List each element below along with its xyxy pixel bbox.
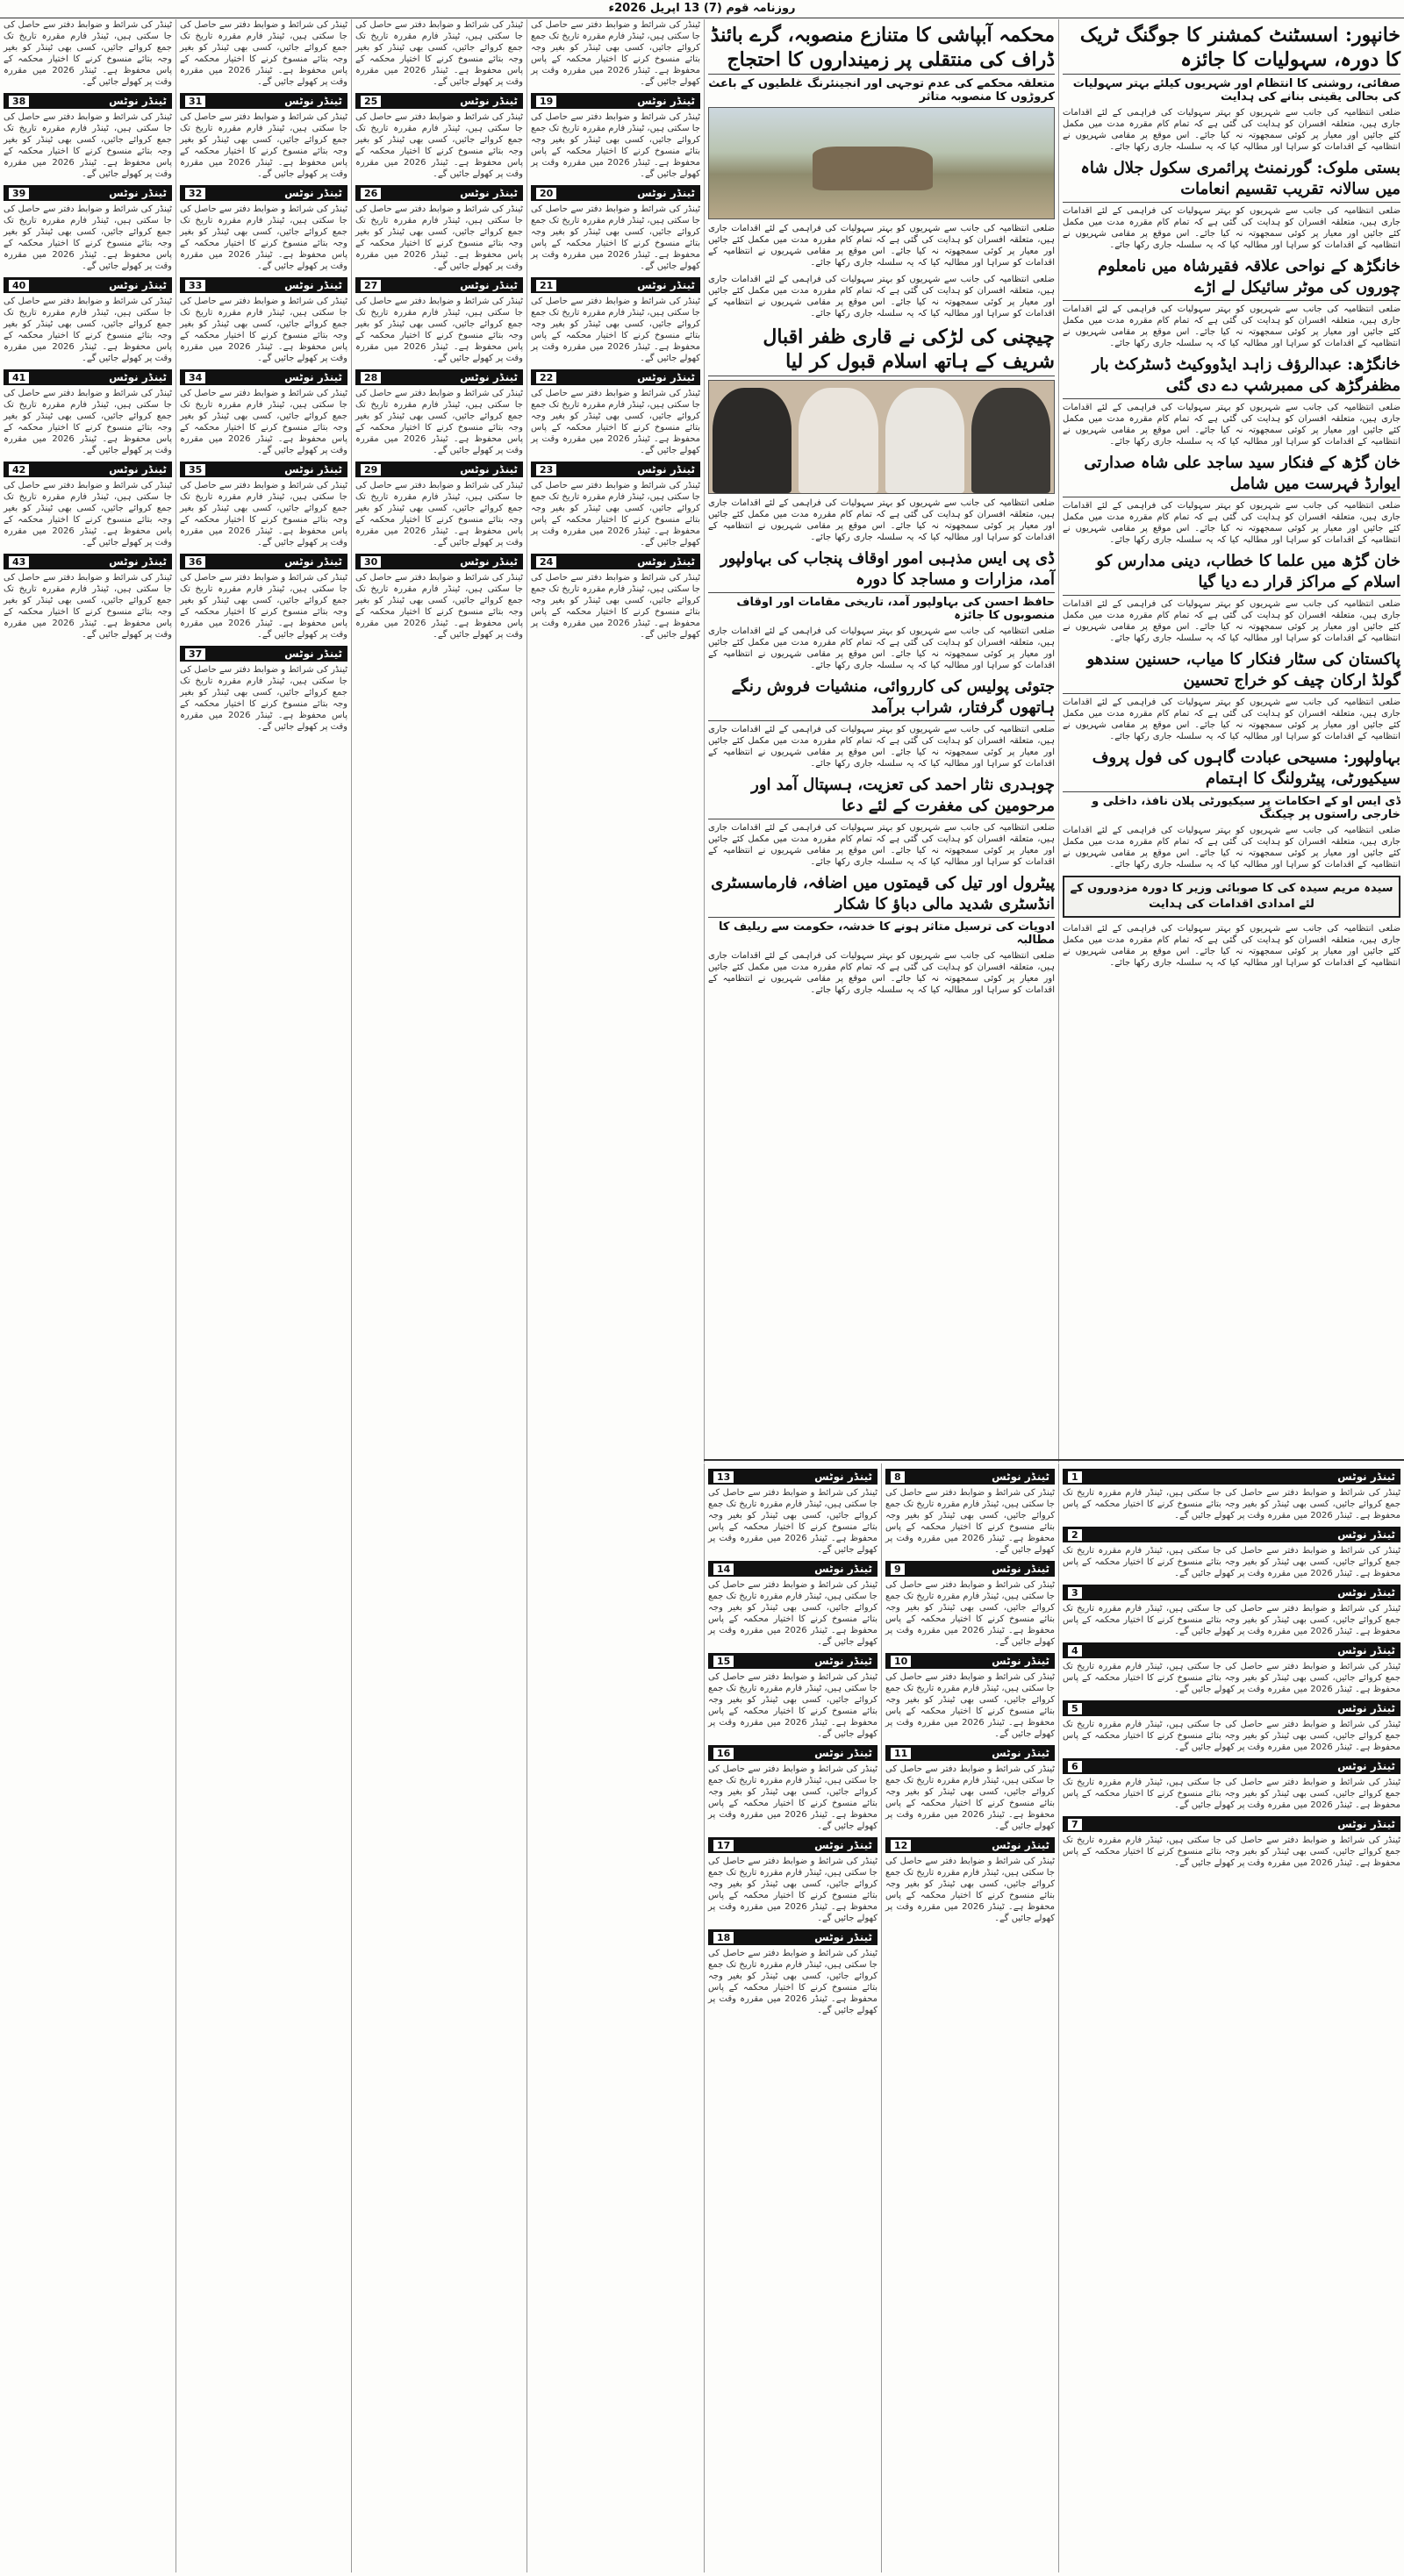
subheadline-facilities: صفائی، روشنی کا انتظام اور شہریوں کیلئے بہتر سہولیات کی بحالی یقینی بنانے کی ہدایت <box>1072 77 1400 104</box>
subheadline-pharma: ادویات کی ترسیل متاثر ہونے کا خدشہ، حکومت سے ریلیف کا مطالبہ <box>719 920 1055 947</box>
tender-header: ٹینڈر نوٹس 11 <box>885 1745 1055 1761</box>
headline-conversion: چیچنی کی لڑکی نے قاری ظفر اقبال شریف کے ہاتھ اسلام قبول کر لیا <box>708 325 1055 376</box>
classified-column-1 <box>526 19 704 2572</box>
story-body: ضلعی انتظامیہ کی جانب سے شہریوں کو بہتر سہولیات کی فراہمی کے لئے اقدامات جاری ہیں، متعلقہ افسران کو ہدایت کی گئی ہے کہ تمام کام مقررہ مدت میں مکمل کئے جائیں اور معیار پر کوئی سمجھوتہ نہ کیا جائے۔ اس موقع پر مقامی شہریوں نے انتظامیہ کے اقدامات کو سراہا اور مطالبہ کیا کہ یہ سلسلہ جاری رکھا جائے۔ <box>1063 599 1400 643</box>
ad-text: ٹینڈر کی شرائط و ضوابط دفتر سے حاصل کی جا سکتی ہیں، ٹینڈر فارم مقررہ تاریخ تک جمع کروائے جائیں، کسی بھی ٹینڈر کو بغیر وجہ بتائے منسوخ کرنے کا اختیار محکمہ کے پاس محفوظ ہے۔ ٹینڈر 2026 میں مقررہ وقت پر کھولے جائیں گے۔ <box>4 204 173 271</box>
ad-text: ٹینڈر کی شرائط و ضوابط دفتر سے حاصل کی جا سکتی ہیں، ٹینڈر فارم مقررہ تاریخ تک جمع کروائے جائیں، کسی بھی ٹینڈر کو بغیر وجہ بتائے منسوخ کرنے کا اختیار محکمہ کے پاس محفوظ ہے۔ ٹینڈر 2026 میں مقررہ وقت پر کھولے جائیں گے۔ <box>531 389 701 455</box>
tender-header: ٹینڈر نوٹس 32 <box>180 185 347 201</box>
ad-text: ٹینڈر کی شرائط و ضوابط دفتر سے حاصل کی جا سکتی ہیں، ٹینڈر فارم مقررہ تاریخ تک جمع کروائے جائیں، کسی بھی ٹینڈر کو بغیر وجہ بتائے منسوخ کرنے کا اختیار محکمہ کے پاس محفوظ ہے۔ ٹینڈر 2026 میں مقررہ وقت پر کھولے جائیں گے۔ <box>885 1580 1056 1647</box>
tender-header: ٹینڈر نوٹس 13 <box>708 1469 878 1485</box>
ad-text: ٹینڈر کی شرائط و ضوابط دفتر سے حاصل کی جا سکتی ہیں، ٹینڈر فارم مقررہ تاریخ تک جمع کروائے جائیں، کسی بھی ٹینڈر کو بغیر وجہ بتائے منسوخ کرنے کا اختیار محکمہ کے پاس محفوظ ہے۔ ٹینڈر 2026 میں مقررہ وقت پر کھولے جائیں گے۔ <box>1063 1720 1400 1752</box>
tender-header: ٹینڈر نوٹس 35 <box>180 462 347 477</box>
tender-header: ٹینڈر نوٹس 2 <box>1063 1527 1400 1542</box>
classified-column-3 <box>176 19 351 2572</box>
tender-header: ٹینڈر نوٹس 41 <box>4 369 172 385</box>
tender-header: ٹینڈر نوٹس 39 <box>4 185 172 201</box>
news-column-middle <box>704 19 1058 1463</box>
tender-header: ٹینڈر نوٹس 34 <box>180 369 347 385</box>
ad-text: ٹینڈر کی شرائط و ضوابط دفتر سے حاصل کی جا سکتی ہیں، ٹینڈر فارم مقررہ تاریخ تک جمع کروائے جائیں، کسی بھی ٹینڈر کو بغیر وجہ بتائے منسوخ کرنے کا اختیار محکمہ کے پاس محفوظ ہے۔ ٹینڈر 2026 میں مقررہ وقت پر کھولے جائیں گے۔ <box>1063 1778 1400 1810</box>
story-body: ضلعی انتظامیہ کی جانب سے شہریوں کو بہتر سہولیات کی فراہمی کے لئے اقدامات جاری ہیں، متعلقہ افسران کو ہدایت کی گئی ہے کہ تمام کام مقررہ مدت میں مکمل کئے جائیں اور معیار پر کوئی سمجھوتہ نہ کیا جائے۔ اس موقع پر مقامی شہریوں نے انتظامیہ کے اقدامات کو سراہا اور مطالبہ کیا کہ یہ سلسلہ جاری رکھا جائے۔ <box>708 725 1055 769</box>
ad-text: ٹینڈر کی شرائط و ضوابط دفتر سے حاصل کی جا سکتی ہیں، ٹینڈر فارم مقررہ تاریخ تک جمع کروائے جائیں، کسی بھی ٹینڈر کو بغیر وجہ بتائے منسوخ کرنے کا اختیار محکمہ کے پاس محفوظ ہے۔ ٹینڈر 2026 میں مقررہ وقت پر کھولے جائیں گے۔ <box>355 20 524 87</box>
tender-header: ٹینڈر نوٹس 15 <box>708 1653 878 1669</box>
headline-petrol-pharma: پیٹرول اور تیل کی قیمتوں میں اضافہ، فارماسسٹری انڈسٹری شدید مالی دباؤ کا شکار <box>708 873 1055 918</box>
masthead: روزنامہ قوم (7) 13 اپریل 2026ء <box>0 0 1404 18</box>
classified-column-4 <box>0 19 176 2572</box>
ad-text: ٹینڈر کی شرائط و ضوابط دفتر سے حاصل کی جا سکتی ہیں، ٹینڈر فارم مقررہ تاریخ تک جمع کروائے جائیں، کسی بھی ٹینڈر کو بغیر وجہ بتائے منسوخ کرنے کا اختیار محکمہ کے پاس محفوظ ہے۔ ٹینڈر 2026 میں مقررہ وقت پر کھولے جائیں گے۔ <box>4 389 173 455</box>
ad-text: ٹینڈر کی شرائط و ضوابط دفتر سے حاصل کی جا سکتی ہیں، ٹینڈر فارم مقررہ تاریخ تک جمع کروائے جائیں، کسی بھی ٹینڈر کو بغیر وجہ بتائے منسوخ کرنے کا اختیار محکمہ کے پاس محفوظ ہے۔ ٹینڈر 2026 میں مقررہ وقت پر کھولے جائیں گے۔ <box>180 20 348 87</box>
tender-header: ٹینڈر نوٹس 20 <box>531 185 700 201</box>
ad-text: ٹینڈر کی شرائط و ضوابط دفتر سے حاصل کی جا سکتی ہیں، ٹینڈر فارم مقررہ تاریخ تک جمع کروائے جائیں، کسی بھی ٹینڈر کو بغیر وجہ بتائے منسوخ کرنے کا اختیار محکمہ کے پاس محفوظ ہے۔ ٹینڈر 2026 میں مقررہ وقت پر کھولے جائیں گے۔ <box>708 1488 878 1555</box>
ad-text: ٹینڈر کی شرائط و ضوابط دفتر سے حاصل کی جا سکتی ہیں، ٹینڈر فارم مقررہ تاریخ تک جمع کروائے جائیں، کسی بھی ٹینڈر کو بغیر وجہ بتائے منسوخ کرنے کا اختیار محکمہ کے پاس محفوظ ہے۔ ٹینڈر 2026 میں مقررہ وقت پر کھولے جائیں گے۔ <box>355 481 524 547</box>
headline-ac-jogging-track: خانپور: اسسٹنٹ کمشنر کا جوگنگ ٹریک کا دورہ، سہولیات کا جائزہ <box>1063 23 1400 75</box>
tender-column-3 <box>704 1463 881 2572</box>
tender-header: ٹینڈر نوٹس 28 <box>355 369 523 385</box>
headline-condolence: چوہدری نثار احمد کی تعزیت، ہسپتال آمد اور مرحومین کی مغفرت کے لئے دعا <box>708 775 1055 819</box>
ad-text: ٹینڈر کی شرائط و ضوابط دفتر سے حاصل کی جا سکتی ہیں، ٹینڈر فارم مقررہ تاریخ تک جمع کروائے جائیں، کسی بھی ٹینڈر کو بغیر وجہ بتائے منسوخ کرنے کا اختیار محکمہ کے پاس محفوظ ہے۔ ٹینڈر 2026 میں مقررہ وقت پر کھولے جائیں گے۔ <box>355 573 524 640</box>
story-body: ضلعی انتظامیہ کی جانب سے شہریوں کو بہتر سہولیات کی فراہمی کے لئے اقدامات جاری ہیں، متعلقہ افسران کو ہدایت کی گئی ہے کہ تمام کام مقررہ مدت میں مکمل کئے جائیں اور معیار پر کوئی سمجھوتہ نہ کیا جائے۔ اس موقع پر مقامی شہریوں نے انتظامیہ کے اقدامات کو سراہا اور مطالبہ کیا کہ یہ سلسلہ جاری رکھا جائے۔ <box>1063 698 1400 741</box>
ad-text: ٹینڈر کی شرائط و ضوابط دفتر سے حاصل کی جا سکتی ہیں، ٹینڈر فارم مقررہ تاریخ تک جمع کروائے جائیں، کسی بھی ٹینڈر کو بغیر وجہ بتائے منسوخ کرنے کا اختیار محکمہ کے پاس محفوظ ہے۔ ٹینڈر 2026 میں مقررہ وقت پر کھولے جائیں گے۔ <box>1063 1546 1400 1578</box>
photo-person <box>971 388 1050 493</box>
photo-canal-site <box>708 107 1055 219</box>
tender-header: ٹینڈر نوٹس 7 <box>1063 1816 1400 1832</box>
tender-header: ٹینڈر نوٹس 18 <box>708 1929 878 1945</box>
headline-church-security: بہاولپور: مسیحی عبادت گاہوں کی فول پروف سیکیورٹی، پیٹرولنگ کا اہتمام <box>1063 748 1400 792</box>
photo-person <box>799 388 878 493</box>
ad-text: ٹینڈر کی شرائط و ضوابط دفتر سے حاصل کی جا سکتی ہیں، ٹینڈر فارم مقررہ تاریخ تک جمع کروائے جائیں، کسی بھی ٹینڈر کو بغیر وجہ بتائے منسوخ کرنے کا اختیار محکمہ کے پاس محفوظ ہے۔ ٹینڈر 2026 میں مقررہ وقت پر کھولے جائیں گے۔ <box>355 204 524 271</box>
headline-irrigation-protest: محکمہ آبپاشی کا متنازع منصوبہ، گرے بائنڈ ڈراف کی منتقلی پر زمینداروں کا احتجاج <box>708 23 1055 75</box>
ad-text: ٹینڈر کی شرائط و ضوابط دفتر سے حاصل کی جا سکتی ہیں، ٹینڈر فارم مقررہ تاریخ تک جمع کروائے جائیں، کسی بھی ٹینڈر کو بغیر وجہ بتائے منسوخ کرنے کا اختیار محکمہ کے پاس محفوظ ہے۔ ٹینڈر 2026 میں مقررہ وقت پر کھولے جائیں گے۔ <box>180 573 348 640</box>
tender-header: ٹینڈر نوٹس 1 <box>1063 1469 1400 1485</box>
story-body: ضلعی انتظامیہ کی جانب سے شہریوں کو بہتر سہولیات کی فراہمی کے لئے اقدامات جاری ہیں، متعلقہ افسران کو ہدایت کی گئی ہے کہ تمام کام مقررہ مدت میں مکمل کئے جائیں اور معیار پر کوئی سمجھوتہ نہ کیا جائے۔ اس موقع پر مقامی شہریوں نے انتظامیہ کے اقدامات کو سراہا اور مطالبہ کیا کہ یہ سلسلہ جاری رکھا جائے۔ <box>708 626 1055 670</box>
tender-header: ٹینڈر نوٹس 4 <box>1063 1642 1400 1658</box>
ad-text: ٹینڈر کی شرائط و ضوابط دفتر سے حاصل کی جا سکتی ہیں، ٹینڈر فارم مقررہ تاریخ تک جمع کروائے جائیں، کسی بھی ٹینڈر کو بغیر وجہ بتائے منسوخ کرنے کا اختیار محکمہ کے پاس محفوظ ہے۔ ٹینڈر 2026 میں مقررہ وقت پر کھولے جائیں گے۔ <box>4 297 173 363</box>
tender-header: ٹینڈر نوٹس 31 <box>180 93 347 109</box>
ad-text: ٹینڈر کی شرائط و ضوابط دفتر سے حاصل کی جا سکتی ہیں، ٹینڈر فارم مقررہ تاریخ تک جمع کروائے جائیں، کسی بھی ٹینڈر کو بغیر وجہ بتائے منسوخ کرنے کا اختیار محکمہ کے پاس محفوظ ہے۔ ٹینڈر 2026 میں مقررہ وقت پر کھولے جائیں گے۔ <box>4 481 173 547</box>
headline-artist-award: خان گڑھ کے فنکار سید ساجد علی شاہ صدارتی ایوارڈ فہرست میں شامل <box>1063 453 1400 497</box>
tender-column-2 <box>881 1463 1058 2572</box>
tender-header: ٹینڈر نوٹس 23 <box>531 462 700 477</box>
ad-text: ٹینڈر کی شرائط و ضوابط دفتر سے حاصل کی جا سکتی ہیں، ٹینڈر فارم مقررہ تاریخ تک جمع کروائے جائیں، کسی بھی ٹینڈر کو بغیر وجہ بتائے منسوخ کرنے کا اختیار محکمہ کے پاس محفوظ ہے۔ ٹینڈر 2026 میں مقررہ وقت پر کھولے جائیں گے۔ <box>708 1580 878 1647</box>
ad-text: ٹینڈر کی شرائط و ضوابط دفتر سے حاصل کی جا سکتی ہیں، ٹینڈر فارم مقررہ تاریخ تک جمع کروائے جائیں، کسی بھی ٹینڈر کو بغیر وجہ بتائے منسوخ کرنے کا اختیار محکمہ کے پاس محفوظ ہے۔ ٹینڈر 2026 میں مقررہ وقت پر کھولے جائیں گے۔ <box>1063 1662 1400 1694</box>
ad-text: ٹینڈر کی شرائط و ضوابط دفتر سے حاصل کی جا سکتی ہیں، ٹینڈر فارم مقررہ تاریخ تک جمع کروائے جائیں، کسی بھی ٹینڈر کو بغیر وجہ بتائے منسوخ کرنے کا اختیار محکمہ کے پاس محفوظ ہے۔ ٹینڈر 2026 میں مقررہ وقت پر کھولے جائیں گے۔ <box>4 573 173 640</box>
ad-text: ٹینڈر کی شرائط و ضوابط دفتر سے حاصل کی جا سکتی ہیں، ٹینڈر فارم مقررہ تاریخ تک جمع کروائے جائیں، کسی بھی ٹینڈر کو بغیر وجہ بتائے منسوخ کرنے کا اختیار محکمہ کے پاس محفوظ ہے۔ ٹینڈر 2026 میں مقررہ وقت پر کھولے جائیں گے۔ <box>885 1857 1056 1923</box>
tender-header: ٹینڈر نوٹس 40 <box>4 277 172 293</box>
story-body: ضلعی انتظامیہ کی جانب سے شہریوں کو بہتر سہولیات کی فراہمی کے لئے اقدامات جاری ہیں، متعلقہ افسران کو ہدایت کی گئی ہے کہ تمام کام مقررہ مدت میں مکمل کئے جائیں اور معیار پر کوئی سمجھوتہ نہ کیا جائے۔ اس موقع پر مقامی شہریوں نے انتظامیہ کے اقدامات کو سراہا اور مطالبہ کیا کہ یہ سلسلہ جاری رکھا جائے۔ <box>1063 206 1400 250</box>
photo-group <box>708 380 1055 494</box>
ad-text: ٹینڈر کی شرائط و ضوابط دفتر سے حاصل کی جا سکتی ہیں، ٹینڈر فارم مقررہ تاریخ تک جمع کروائے جائیں، کسی بھی ٹینڈر کو بغیر وجہ بتائے منسوخ کرنے کا اختیار محکمہ کے پاس محفوظ ہے۔ ٹینڈر 2026 میں مقررہ وقت پر کھولے جائیں گے۔ <box>180 204 348 271</box>
ad-text: ٹینڈر کی شرائط و ضوابط دفتر سے حاصل کی جا سکتی ہیں، ٹینڈر فارم مقررہ تاریخ تک جمع کروائے جائیں، کسی بھی ٹینڈر کو بغیر وجہ بتائے منسوخ کرنے کا اختیار محکمہ کے پاس محفوظ ہے۔ ٹینڈر 2026 میں مقررہ وقت پر کھولے جائیں گے۔ <box>885 1672 1056 1739</box>
ad-text: ٹینڈر کی شرائط و ضوابط دفتر سے حاصل کی جا سکتی ہیں، ٹینڈر فارم مقررہ تاریخ تک جمع کروائے جائیں، کسی بھی ٹینڈر کو بغیر وجہ بتائے منسوخ کرنے کا اختیار محکمہ کے پاس محفوظ ہے۔ ٹینڈر 2026 میں مقررہ وقت پر کھولے جائیں گے۔ <box>180 297 348 363</box>
tender-header: ٹینڈر نوٹس 30 <box>355 554 523 569</box>
ad-text: ٹینڈر کی شرائط و ضوابط دفتر سے حاصل کی جا سکتی ہیں، ٹینڈر فارم مقررہ تاریخ تک جمع کروائے جائیں، کسی بھی ٹینڈر کو بغیر وجہ بتائے منسوخ کرنے کا اختیار محکمہ کے پاس محفوظ ہے۔ ٹینڈر 2026 میں مقررہ وقت پر کھولے جائیں گے۔ <box>531 481 701 547</box>
ad-text: ٹینڈر کی شرائط و ضوابط دفتر سے حاصل کی جا سکتی ہیں، ٹینڈر فارم مقررہ تاریخ تک جمع کروائے جائیں، کسی بھی ٹینڈر کو بغیر وجہ بتائے منسوخ کرنے کا اختیار محکمہ کے پاس محفوظ ہے۔ ٹینڈر 2026 میں مقررہ وقت پر کھولے جائیں گے۔ <box>1063 1604 1400 1636</box>
tender-header: ٹینڈر نوٹس 10 <box>885 1653 1055 1669</box>
story-body: ضلعی انتظامیہ کی جانب سے شہریوں کو بہتر سہولیات کی فراہمی کے لئے اقدامات جاری ہیں، متعلقہ افسران کو ہدایت کی گئی ہے کہ تمام کام مقررہ مدت میں مکمل کئے جائیں اور معیار پر کوئی سمجھوتہ نہ کیا جائے۔ اس موقع پر مقامی شہریوں نے انتظامیہ کے اقدامات کو سراہا اور مطالبہ کیا کہ یہ سلسلہ جاری رکھا جائے۔ <box>1063 501 1400 545</box>
ad-text: ٹینڈر کی شرائط و ضوابط دفتر سے حاصل کی جا سکتی ہیں، ٹینڈر فارم مقررہ تاریخ تک جمع کروائے جائیں، کسی بھی ٹینڈر کو بغیر وجہ بتائے منسوخ کرنے کا اختیار محکمہ کے پاس محفوظ ہے۔ ٹینڈر 2026 میں مقررہ وقت پر کھولے جائیں گے۔ <box>708 1857 878 1923</box>
ad-text: ٹینڈر کی شرائط و ضوابط دفتر سے حاصل کی جا سکتی ہیں، ٹینڈر فارم مقررہ تاریخ تک جمع کروائے جائیں، کسی بھی ٹینڈر کو بغیر وجہ بتائے منسوخ کرنے کا اختیار محکمہ کے پاس محفوظ ہے۔ ٹینڈر 2026 میں مقررہ وقت پر کھولے جائیں گے۔ <box>531 20 701 87</box>
subheadline-irrigation: متعلقہ محکمے کی عدم توجہی اور انجینئرنگ غلطیوں کے باعث کروڑوں کا منصوبہ متاثر <box>708 77 1055 104</box>
tender-header: ٹینڈر نوٹس 37 <box>180 646 347 662</box>
ad-text: ٹینڈر کی شرائط و ضوابط دفتر سے حاصل کی جا سکتی ہیں، ٹینڈر فارم مقررہ تاریخ تک جمع کروائے جائیں، کسی بھی ٹینڈر کو بغیر وجہ بتائے منسوخ کرنے کا اختیار محکمہ کے پاس محفوظ ہے۔ ٹینڈر 2026 میں مقررہ وقت پر کھولے جائیں گے۔ <box>885 1764 1056 1831</box>
tender-header: ٹینڈر نوٹس 3 <box>1063 1585 1400 1600</box>
headline-police-raid: جتوئی پولیس کی کارروائی، منشیات فروش رنگے ہاتھوں گرفتار، شراب برآمد <box>708 676 1055 721</box>
ad-text: ٹینڈر کی شرائط و ضوابط دفتر سے حاصل کی جا سکتی ہیں، ٹینڈر فارم مقررہ تاریخ تک جمع کروائے جائیں، کسی بھی ٹینڈر کو بغیر وجہ بتائے منسوخ کرنے کا اختیار محکمہ کے پاس محفوظ ہے۔ ٹینڈر 2026 میں مقررہ وقت پر کھولے جائیں گے۔ <box>4 20 173 87</box>
ad-text: ٹینڈر کی شرائط و ضوابط دفتر سے حاصل کی جا سکتی ہیں، ٹینڈر فارم مقررہ تاریخ تک جمع کروائے جائیں، کسی بھی ٹینڈر کو بغیر وجہ بتائے منسوخ کرنے کا اختیار محکمہ کے پاس محفوظ ہے۔ ٹینڈر 2026 میں مقررہ وقت پر کھولے جائیں گے۔ <box>708 1949 878 2015</box>
classified-column-2 <box>351 19 526 2572</box>
ad-text: ٹینڈر کی شرائط و ضوابط دفتر سے حاصل کی جا سکتی ہیں، ٹینڈر فارم مقررہ تاریخ تک جمع کروائے جائیں، کسی بھی ٹینڈر کو بغیر وجہ بتائے منسوخ کرنے کا اختیار محکمہ کے پاس محفوظ ہے۔ ٹینڈر 2026 میں مقررہ وقت پر کھولے جائیں گے۔ <box>4 112 173 179</box>
ad-text: ٹینڈر کی شرائط و ضوابط دفتر سے حاصل کی جا سکتی ہیں، ٹینڈر فارم مقررہ تاریخ تک جمع کروائے جائیں، کسی بھی ٹینڈر کو بغیر وجہ بتائے منسوخ کرنے کا اختیار محکمہ کے پاس محفوظ ہے۔ ٹینڈر 2026 میں مقررہ وقت پر کھولے جائیں گے۔ <box>180 665 348 732</box>
story-body: ضلعی انتظامیہ کی جانب سے شہریوں کو بہتر سہولیات کی فراہمی کے لئے اقدامات جاری ہیں، متعلقہ افسران کو ہدایت کی گئی ہے کہ تمام کام مقررہ مدت میں مکمل کئے جائیں اور معیار پر کوئی سمجھوتہ نہ کیا جائے۔ اس موقع پر مقامی شہریوں نے انتظامیہ کے اقدامات کو سراہا اور مطالبہ کیا کہ یہ سلسلہ جاری رکھا جائے۔ <box>1063 108 1400 152</box>
story-body: ضلعی انتظامیہ کی جانب سے شہریوں کو بہتر سہولیات کی فراہمی کے لئے اقدامات جاری ہیں، متعلقہ افسران کو ہدایت کی گئی ہے کہ تمام کام مقررہ مدت میں مکمل کئے جائیں اور معیار پر کوئی سمجھوتہ نہ کیا جائے۔ اس موقع پر مقامی شہریوں نے انتظامیہ کے اقدامات کو سراہا اور مطالبہ کیا کہ یہ سلسلہ جاری رکھا جائے۔ <box>708 823 1055 867</box>
story-body: ضلعی انتظامیہ کی جانب سے شہریوں کو بہتر سہولیات کی فراہمی کے لئے اقدامات جاری ہیں، متعلقہ افسران کو ہدایت کی گئی ہے کہ تمام کام مقررہ مدت میں مکمل کئے جائیں اور معیار پر کوئی سمجھوتہ نہ کیا جائے۔ اس موقع پر مقامی شہریوں نے انتظامیہ کے اقدامات کو سراہا اور مطالبہ کیا کہ یہ سلسلہ جاری رکھا جائے۔ <box>708 275 1055 318</box>
tender-header: ٹینڈر نوٹس 24 <box>531 554 700 569</box>
tender-header: ٹینڈر نوٹس 43 <box>4 554 172 569</box>
subheadline-security-plan: ڈی ایس او کے احکامات پر سیکیورٹی پلان نافذ، داخلی و خارجی راستوں پر چیکنگ <box>1092 795 1400 821</box>
tender-header: ٹینڈر نوٹس 9 <box>885 1561 1055 1577</box>
tender-header: ٹینڈر نوٹس 6 <box>1063 1758 1400 1774</box>
section-divider <box>704 1459 1404 1461</box>
ad-text: ٹینڈر کی شرائط و ضوابط دفتر سے حاصل کی جا سکتی ہیں، ٹینڈر فارم مقررہ تاریخ تک جمع کروائے جائیں، کسی بھی ٹینڈر کو بغیر وجہ بتائے منسوخ کرنے کا اختیار محکمہ کے پاس محفوظ ہے۔ ٹینڈر 2026 میں مقررہ وقت پر کھولے جائیں گے۔ <box>180 389 348 455</box>
tender-header: ٹینڈر نوٹس 8 <box>885 1469 1055 1485</box>
tender-header: ٹینڈر نوٹس 14 <box>708 1561 878 1577</box>
headline-auqaf-visit: ڈی پی ایس مذہبی امور اوقاف پنجاب کی بہاولپور آمد، مزارات و مساجد کا دورہ <box>708 548 1055 593</box>
tender-column-1 <box>1058 1463 1404 2572</box>
story-body: ضلعی انتظامیہ کی جانب سے شہریوں کو بہتر سہولیات کی فراہمی کے لئے اقدامات جاری ہیں، متعلقہ افسران کو ہدایت کی گئی ہے کہ تمام کام مقررہ مدت میں مکمل کئے جائیں اور معیار پر کوئی سمجھوتہ نہ کیا جائے۔ اس موقع پر مقامی شہریوں نے انتظامیہ کے اقدامات کو سراہا اور مطالبہ کیا کہ یہ سلسلہ جاری رکھا جائے۔ <box>708 498 1055 542</box>
ad-text: ٹینڈر کی شرائط و ضوابط دفتر سے حاصل کی جا سکتی ہیں، ٹینڈر فارم مقررہ تاریخ تک جمع کروائے جائیں، کسی بھی ٹینڈر کو بغیر وجہ بتائے منسوخ کرنے کا اختیار محکمہ کے پاس محفوظ ہے۔ ٹینڈر 2026 میں مقررہ وقت پر کھولے جائیں گے۔ <box>355 112 524 179</box>
story-body: ضلعی انتظامیہ کی جانب سے شہریوں کو بہتر سہولیات کی فراہمی کے لئے اقدامات جاری ہیں، متعلقہ افسران کو ہدایت کی گئی ہے کہ تمام کام مقررہ مدت میں مکمل کئے جائیں اور معیار پر کوئی سمجھوتہ نہ کیا جائے۔ اس موقع پر مقامی شہریوں نے انتظامیہ کے اقدامات کو سراہا اور مطالبہ کیا کہ یہ سلسلہ جاری رکھا جائے۔ <box>708 951 1055 995</box>
tender-header: ٹینڈر نوٹس 19 <box>531 93 700 109</box>
tender-header: ٹینڈر نوٹس 16 <box>708 1745 878 1761</box>
ad-text: ٹینڈر کی شرائط و ضوابط دفتر سے حاصل کی جا سکتی ہیں، ٹینڈر فارم مقررہ تاریخ تک جمع کروائے جائیں، کسی بھی ٹینڈر کو بغیر وجہ بتائے منسوخ کرنے کا اختیار محکمہ کے پاس محفوظ ہے۔ ٹینڈر 2026 میں مقررہ وقت پر کھولے جائیں گے۔ <box>885 1488 1056 1555</box>
boxed-announcement: سیدہ مریم سیدہ کی کا صوبائی وزیر کا دورہ مزدوروں کے لئے امدادی اقدامات کی ہدایت <box>1063 876 1400 918</box>
tender-header: ٹینڈر نوٹس 26 <box>355 185 523 201</box>
tender-header: ٹینڈر نوٹس 29 <box>355 462 523 477</box>
tender-header: ٹینڈر نوٹس 12 <box>885 1837 1055 1853</box>
ad-text: ٹینڈر کی شرائط و ضوابط دفتر سے حاصل کی جا سکتی ہیں، ٹینڈر فارم مقررہ تاریخ تک جمع کروائے جائیں، کسی بھی ٹینڈر کو بغیر وجہ بتائے منسوخ کرنے کا اختیار محکمہ کے پاس محفوظ ہے۔ ٹینڈر 2026 میں مقررہ وقت پر کھولے جائیں گے۔ <box>355 389 524 455</box>
ad-text: ٹینڈر کی شرائط و ضوابط دفتر سے حاصل کی جا سکتی ہیں، ٹینڈر فارم مقررہ تاریخ تک جمع کروائے جائیں، کسی بھی ٹینڈر کو بغیر وجہ بتائے منسوخ کرنے کا اختیار محکمہ کے پاس محفوظ ہے۔ ٹینڈر 2026 میں مقررہ وقت پر کھولے جائیں گے۔ <box>531 112 701 179</box>
ad-text: ٹینڈر کی شرائط و ضوابط دفتر سے حاصل کی جا سکتی ہیں، ٹینڈر فارم مقررہ تاریخ تک جمع کروائے جائیں، کسی بھی ٹینڈر کو بغیر وجہ بتائے منسوخ کرنے کا اختیار محکمہ کے پاس محفوظ ہے۔ ٹینڈر 2026 میں مقررہ وقت پر کھولے جائیں گے۔ <box>531 573 701 640</box>
tender-header: ٹینڈر نوٹس 38 <box>4 93 172 109</box>
tender-header: ٹینڈر نوٹس 42 <box>4 462 172 477</box>
ad-text: ٹینڈر کی شرائط و ضوابط دفتر سے حاصل کی جا سکتی ہیں، ٹینڈر فارم مقررہ تاریخ تک جمع کروائے جائیں، کسی بھی ٹینڈر کو بغیر وجہ بتائے منسوخ کرنے کا اختیار محکمہ کے پاس محفوظ ہے۔ ٹینڈر 2026 میں مقررہ وقت پر کھولے جائیں گے۔ <box>180 112 348 179</box>
ad-text: ٹینڈر کی شرائط و ضوابط دفتر سے حاصل کی جا سکتی ہیں، ٹینڈر فارم مقررہ تاریخ تک جمع کروائے جائیں، کسی بھی ٹینڈر کو بغیر وجہ بتائے منسوخ کرنے کا اختیار محکمہ کے پاس محفوظ ہے۔ ٹینڈر 2026 میں مقررہ وقت پر کھولے جائیں گے۔ <box>708 1764 878 1831</box>
headline-bar-membership: خانگڑھ: عبدالرؤف زاہد ایڈووکیٹ ڈسٹرکٹ بار مظفرگڑھ کی ممبرشپ دے دی گئی <box>1063 354 1400 399</box>
tender-header: ٹینڈر نوٹس 25 <box>355 93 523 109</box>
tender-header: ٹینڈر نوٹس 17 <box>708 1837 878 1853</box>
subheadline-auqaf: حافظ احسن کی بہاولپور آمد، تاریخی مقامات اور اوقاف منصوبوں کا جائزہ <box>736 596 1055 622</box>
headline-ulema-address: خان گڑھ میں علما کا خطاب، دینی مدارس کو اسلام کے مراکز قرار دے دیا گیا <box>1063 551 1400 596</box>
tender-header: ٹینڈر نوٹس 5 <box>1063 1700 1400 1716</box>
photo-person <box>885 388 964 493</box>
ad-text: ٹینڈر کی شرائط و ضوابط دفتر سے حاصل کی جا سکتی ہیں، ٹینڈر فارم مقررہ تاریخ تک جمع کروائے جائیں، کسی بھی ٹینڈر کو بغیر وجہ بتائے منسوخ کرنے کا اختیار محکمہ کے پاس محفوظ ہے۔ ٹینڈر 2026 میں مقررہ وقت پر کھولے جائیں گے۔ <box>531 204 701 271</box>
ad-text: ٹینڈر کی شرائط و ضوابط دفتر سے حاصل کی جا سکتی ہیں، ٹینڈر فارم مقررہ تاریخ تک جمع کروائے جائیں، کسی بھی ٹینڈر کو بغیر وجہ بتائے منسوخ کرنے کا اختیار محکمہ کے پاس محفوظ ہے۔ ٹینڈر 2026 میں مقررہ وقت پر کھولے جائیں گے۔ <box>1063 1488 1400 1521</box>
ad-text: ٹینڈر کی شرائط و ضوابط دفتر سے حاصل کی جا سکتی ہیں، ٹینڈر فارم مقررہ تاریخ تک جمع کروائے جائیں، کسی بھی ٹینڈر کو بغیر وجہ بتائے منسوخ کرنے کا اختیار محکمہ کے پاس محفوظ ہے۔ ٹینڈر 2026 میں مقررہ وقت پر کھولے جائیں گے۔ <box>708 1672 878 1739</box>
tender-header: ٹینڈر نوٹس 36 <box>180 554 347 569</box>
ad-text: ٹینڈر کی شرائط و ضوابط دفتر سے حاصل کی جا سکتی ہیں، ٹینڈر فارم مقررہ تاریخ تک جمع کروائے جائیں، کسی بھی ٹینڈر کو بغیر وجہ بتائے منسوخ کرنے کا اختیار محکمہ کے پاس محفوظ ہے۔ ٹینڈر 2026 میں مقررہ وقت پر کھولے جائیں گے۔ <box>180 481 348 547</box>
headline-star-artist: پاکستان کی سٹار فنکار کا میاب، حسنین سندھو گولڈ ارکان چیف کو خراج تحسین <box>1063 649 1400 694</box>
tender-header: ٹینڈر نوٹس 27 <box>355 277 523 293</box>
tender-header: ٹینڈر نوٹس 21 <box>531 277 700 293</box>
photo-person <box>713 388 792 493</box>
story-body: ضلعی انتظامیہ کی جانب سے شہریوں کو بہتر سہولیات کی فراہمی کے لئے اقدامات جاری ہیں، متعلقہ افسران کو ہدایت کی گئی ہے کہ تمام کام مقررہ مدت میں مکمل کئے جائیں اور معیار پر کوئی سمجھوتہ نہ کیا جائے۔ اس موقع پر مقامی شہریوں نے انتظامیہ کے اقدامات کو سراہا اور مطالبہ کیا کہ یہ سلسلہ جاری رکھا جائے۔ <box>708 224 1055 268</box>
ad-text: ٹینڈر کی شرائط و ضوابط دفتر سے حاصل کی جا سکتی ہیں، ٹینڈر فارم مقررہ تاریخ تک جمع کروائے جائیں، کسی بھی ٹینڈر کو بغیر وجہ بتائے منسوخ کرنے کا اختیار محکمہ کے پاس محفوظ ہے۔ ٹینڈر 2026 میں مقررہ وقت پر کھولے جائیں گے۔ <box>531 297 701 363</box>
ad-text: ٹینڈر کی شرائط و ضوابط دفتر سے حاصل کی جا سکتی ہیں، ٹینڈر فارم مقررہ تاریخ تک جمع کروائے جائیں، کسی بھی ٹینڈر کو بغیر وجہ بتائے منسوخ کرنے کا اختیار محکمہ کے پاس محفوظ ہے۔ ٹینڈر 2026 میں مقررہ وقت پر کھولے جائیں گے۔ <box>355 297 524 363</box>
story-body: ضلعی انتظامیہ کی جانب سے شہریوں کو بہتر سہولیات کی فراہمی کے لئے اقدامات جاری ہیں، متعلقہ افسران کو ہدایت کی گئی ہے کہ تمام کام مقررہ مدت میں مکمل کئے جائیں اور معیار پر کوئی سمجھوتہ نہ کیا جائے۔ اس موقع پر مقامی شہریوں نے انتظامیہ کے اقدامات کو سراہا اور مطالبہ کیا کہ یہ سلسلہ جاری رکھا جائے۔ <box>1063 924 1400 968</box>
story-body: ضلعی انتظامیہ کی جانب سے شہریوں کو بہتر سہولیات کی فراہمی کے لئے اقدامات جاری ہیں، متعلقہ افسران کو ہدایت کی گئی ہے کہ تمام کام مقررہ مدت میں مکمل کئے جائیں اور معیار پر کوئی سمجھوتہ نہ کیا جائے۔ اس موقع پر مقامی شہریوں نے انتظامیہ کے اقدامات کو سراہا اور مطالبہ کیا کہ یہ سلسلہ جاری رکھا جائے۔ <box>1063 304 1400 348</box>
news-column-right <box>1058 19 1404 1463</box>
story-body: ضلعی انتظامیہ کی جانب سے شہریوں کو بہتر سہولیات کی فراہمی کے لئے اقدامات جاری ہیں، متعلقہ افسران کو ہدایت کی گئی ہے کہ تمام کام مقررہ مدت میں مکمل کئے جائیں اور معیار پر کوئی سمجھوتہ نہ کیا جائے۔ اس موقع پر مقامی شہریوں نے انتظامیہ کے اقدامات کو سراہا اور مطالبہ کیا کہ یہ سلسلہ جاری رکھا جائے۔ <box>1063 826 1400 869</box>
headline-school-ceremony: بستی ملوک: گورنمنٹ پرائمری سکول جلال شاہ میں سالانہ تقریب تقسیم انعامات <box>1063 158 1400 203</box>
tender-header: ٹینڈر نوٹس 33 <box>180 277 347 293</box>
tender-header: ٹینڈر نوٹس 22 <box>531 369 700 385</box>
headline-motorcycle-theft: خانگڑھ کے نواحی علاقہ فقیرشاہ میں نامعلوم چوروں کی موٹر سائیکل لے اڑے <box>1063 256 1400 301</box>
story-body: ضلعی انتظامیہ کی جانب سے شہریوں کو بہتر سہولیات کی فراہمی کے لئے اقدامات جاری ہیں، متعلقہ افسران کو ہدایت کی گئی ہے کہ تمام کام مقررہ مدت میں مکمل کئے جائیں اور معیار پر کوئی سمجھوتہ نہ کیا جائے۔ اس موقع پر مقامی شہریوں نے انتظامیہ کے اقدامات کو سراہا اور مطالبہ کیا کہ یہ سلسلہ جاری رکھا جائے۔ <box>1063 403 1400 447</box>
ad-text: ٹینڈر کی شرائط و ضوابط دفتر سے حاصل کی جا سکتی ہیں، ٹینڈر فارم مقررہ تاریخ تک جمع کروائے جائیں، کسی بھی ٹینڈر کو بغیر وجہ بتائے منسوخ کرنے کا اختیار محکمہ کے پاس محفوظ ہے۔ ٹینڈر 2026 میں مقررہ وقت پر کھولے جائیں گے۔ <box>1063 1835 1400 1868</box>
